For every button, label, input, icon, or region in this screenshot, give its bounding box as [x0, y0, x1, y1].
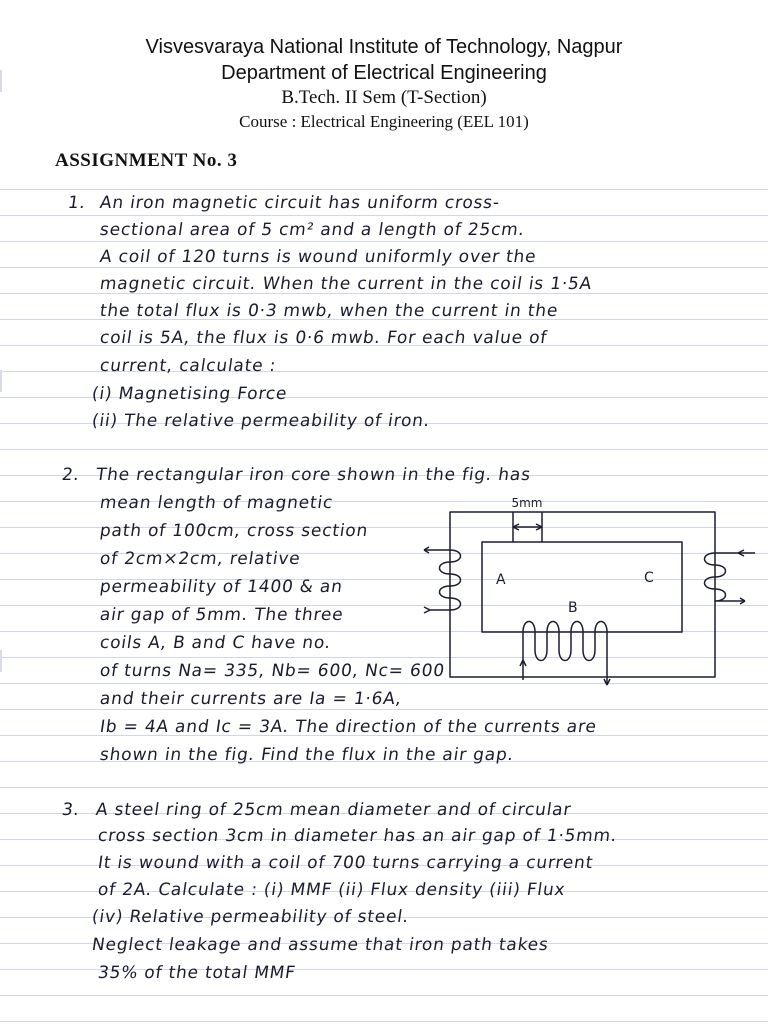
question-number: 1. [66, 193, 88, 213]
gap-label: 5mm [511, 496, 543, 510]
question-line: A steel ring of 25cm mean diameter and of circular [94, 800, 573, 820]
question-line: of 2A. Calculate : (i) MMF (ii) Flux density (iii) Flux [96, 880, 567, 900]
question-line: of 2cm×2cm, relative [98, 549, 302, 569]
coil-b-label: B [568, 600, 578, 616]
question-line: A coil of 120 turns is wound uniformly over the [98, 247, 538, 267]
assignment-title: ASSIGNMENT No. 3 [55, 150, 238, 171]
question-line: 35% of the total MMF [96, 963, 298, 983]
institute-name: Visvesvaraya National Institute of Technology, Nagpur [145, 36, 623, 58]
question-line: coil is 5A, the flux is 0·6 mwb. For each value of [98, 328, 549, 348]
question-line: the total flux is 0·3 mwb, when the current in the [98, 301, 560, 321]
question-line: Neglect leakage and assume that iron path takes [90, 935, 551, 955]
question-line: cross section 3cm in diameter has an air gap of 1·5mm. [96, 826, 619, 846]
course-line: Course : Electrical Engineering (EEL 101) [239, 112, 529, 131]
question-line: (iv) Relative permeability of steel. [90, 907, 411, 927]
coil-a-winding [424, 550, 461, 610]
question-line: path of 100cm, cross section [98, 521, 370, 541]
question-line: shown in the fig. Find the flux in the air gap. [98, 745, 516, 765]
question-line: The rectangular iron core shown in the fig. has [94, 465, 533, 485]
magnetic-core-diagram [420, 490, 760, 690]
document-header [0, 34, 768, 134]
semester-line: B.Tech. II Sem (T-Section) [281, 87, 487, 108]
coil-c-label: C [644, 570, 654, 586]
question-line: mean length of magnetic [98, 493, 335, 513]
coil-b-winding [523, 622, 607, 686]
question-line: air gap of 5mm. The three [98, 605, 345, 625]
margin-mark [0, 650, 8, 672]
question-subpart: (ii) The relative permeability of iron. [90, 411, 432, 431]
margin-mark [0, 370, 8, 392]
question-subpart: (i) Magnetising Force [90, 384, 289, 404]
question-line: coils A, B and C have no. [98, 633, 333, 653]
question-line: current, calculate : [98, 356, 278, 376]
question-line: of turns Na= 335, Nb= 600, Nc= 600 [98, 661, 447, 681]
question-number: 2. [60, 465, 82, 485]
question-line: It is wound with a coil of 700 turns carrying a current [96, 853, 595, 873]
coil-c-winding [705, 553, 756, 601]
question-line: sectional area of 5 cm² and a length of 25cm. [98, 220, 527, 240]
question-line: and their currents are Ia = 1·6A, [98, 689, 404, 709]
core-inner-window [482, 542, 682, 632]
question-line: An iron magnetic circuit has uniform cross- [98, 193, 502, 213]
question-line: Ib = 4A and Ic = 3A. The direction of the currents are [98, 717, 599, 737]
coil-a-current-arrow [424, 607, 430, 613]
question-line: magnetic circuit. When the current in the coil is 1·5A [98, 274, 594, 294]
department-name: Department of Electrical Engineering [221, 62, 547, 84]
question-line: permeability of 1400 & an [98, 577, 345, 597]
coil-a-label: A [496, 572, 506, 588]
question-number: 3. [60, 800, 82, 820]
